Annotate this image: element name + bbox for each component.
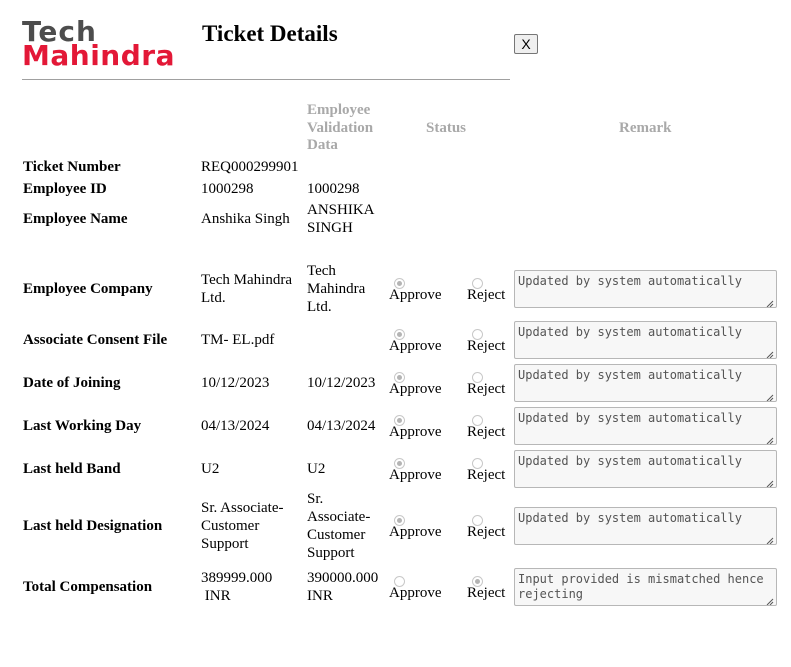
resize-grip-icon[interactable] [766, 434, 774, 442]
row-label: Date of Joining [23, 375, 121, 391]
row-value: 04/13/2024 [201, 418, 270, 434]
remark-text: Updated by system automatically [518, 274, 742, 288]
row-date-of-joining [0, 363, 791, 403]
row-label: Employee Name [23, 211, 128, 227]
row-total-compensation [0, 567, 791, 607]
remark-textarea[interactable] [514, 407, 777, 445]
close-button[interactable]: X [514, 34, 538, 54]
row-validation-value: 1000298 [307, 181, 360, 197]
row-validation-value: Sr. Associate- Customer Support [307, 491, 371, 561]
reject-label[interactable]: Reject [467, 338, 506, 354]
row-label: Associate Consent File [23, 332, 168, 348]
row-validation-value: Tech Mahindra Ltd. [307, 263, 366, 315]
row-value: 1000298 [201, 181, 254, 197]
reject-label[interactable]: Reject [467, 287, 506, 303]
row-validation-value: U2 [307, 461, 326, 477]
approve-label[interactable]: Approve [389, 467, 442, 483]
row-value: Anshika Singh [201, 211, 290, 227]
row-value: TM- EL.pdf [201, 332, 275, 348]
remark-textarea[interactable] [514, 364, 777, 402]
row-validation-value: 10/12/2023 [307, 375, 376, 391]
resize-grip-icon[interactable] [766, 391, 774, 399]
row-value: Sr. Associate- Customer Support [201, 500, 284, 552]
resize-grip-icon[interactable] [766, 534, 774, 542]
remark-text: Updated by system automatically [518, 411, 742, 425]
resize-grip-icon[interactable] [766, 297, 774, 305]
resize-grip-icon[interactable] [766, 477, 774, 485]
remark-textarea[interactable] [514, 507, 777, 545]
remark-textarea[interactable] [514, 450, 777, 488]
remark-text: Updated by system automatically [518, 454, 742, 468]
logo-line-1: Tech [22, 15, 97, 48]
approve-label[interactable]: Approve [389, 381, 442, 397]
row-label: Last held Band [23, 461, 121, 477]
remark-text: Updated by system automatically [518, 511, 742, 525]
row-label: Total Compensation [23, 579, 153, 595]
resize-grip-icon[interactable] [766, 595, 774, 603]
row-associate-consent-file [0, 320, 791, 360]
row-value: U2 [201, 461, 220, 477]
row-last-held-designation [0, 490, 791, 562]
row-validation-value: 04/13/2024 [307, 418, 376, 434]
remark-text: Updated by system automatically [518, 368, 742, 382]
row-value: Tech Mahindra Ltd. [201, 272, 292, 306]
reject-label[interactable]: Reject [467, 585, 506, 601]
row-employee-company [0, 262, 791, 316]
row-last-held-band [0, 449, 791, 489]
row-value: 10/12/2023 [201, 375, 270, 391]
header-status: Status [426, 120, 467, 136]
row-label: Last held Designation [23, 518, 163, 534]
remark-text: Input provided is mismatched hence rejecting [518, 572, 764, 601]
remark-textarea[interactable] [514, 568, 777, 606]
row-validation-value: ANSHIKA SINGH [307, 202, 375, 236]
approve-label[interactable]: Approve [389, 287, 442, 303]
approve-label[interactable]: Approve [389, 585, 442, 601]
approve-label[interactable]: Approve [389, 424, 442, 440]
reject-label[interactable]: Reject [467, 424, 506, 440]
row-last-working-day [0, 406, 791, 446]
row-label: Employee ID [23, 181, 107, 197]
remark-text: Updated by system automatically [518, 325, 742, 339]
approve-label[interactable]: Approve [389, 338, 442, 354]
header-validation-data: Employee Validation Data [307, 102, 374, 153]
remark-textarea[interactable] [514, 270, 777, 308]
row-label: Employee Company [23, 281, 153, 297]
row-label: Last Working Day [23, 418, 142, 434]
approve-label[interactable]: Approve [389, 524, 442, 540]
row-validation-value: 390000.000 INR [307, 570, 379, 604]
header-divider [22, 79, 510, 80]
row-value: REQ000299901 [201, 159, 299, 175]
reject-label[interactable]: Reject [467, 467, 506, 483]
reject-label[interactable]: Reject [467, 381, 506, 397]
row-value: 389999.000 INR [201, 570, 273, 604]
page-title: Ticket Details [202, 21, 338, 46]
company-logo [22, 15, 198, 72]
resize-grip-icon[interactable] [766, 348, 774, 356]
header-remark: Remark [619, 120, 672, 136]
remark-textarea[interactable] [514, 321, 777, 359]
logo-line-2: Mahindra [22, 39, 175, 72]
row-label: Ticket Number [23, 159, 121, 175]
reject-label[interactable]: Reject [467, 524, 506, 540]
